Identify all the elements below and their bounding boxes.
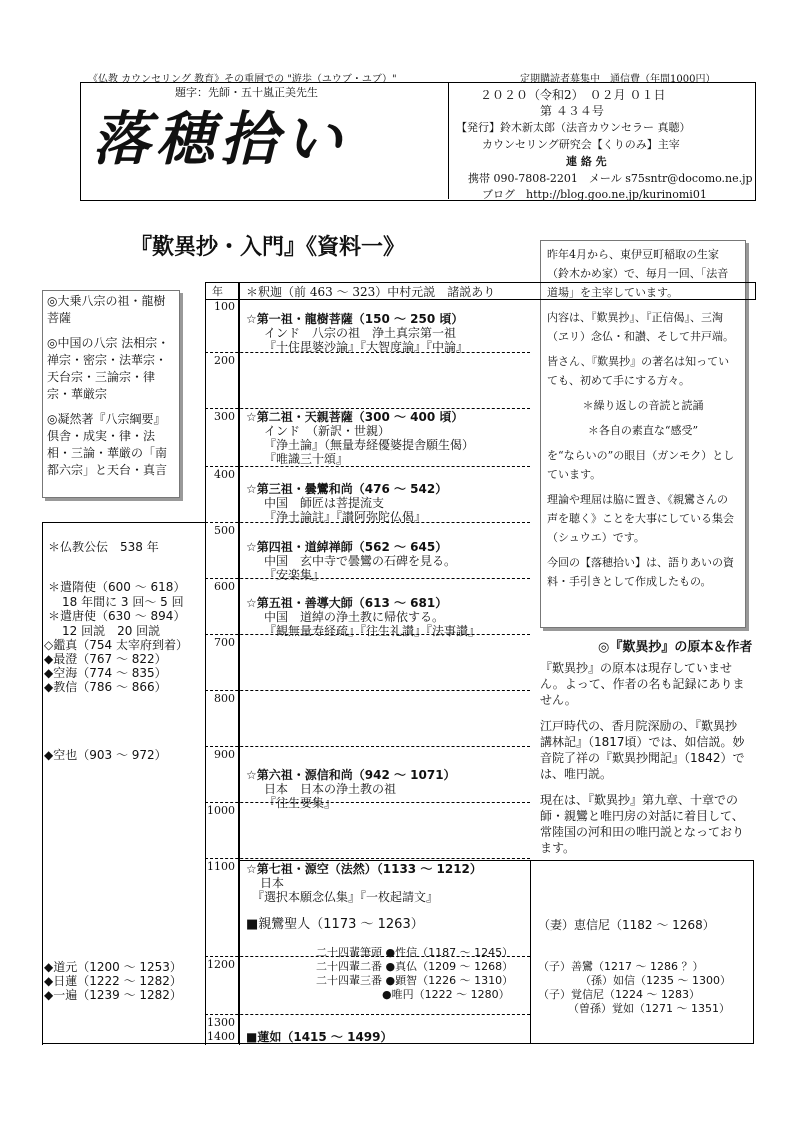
- year-column: [205, 282, 240, 1045]
- disciple-item: ●唯円（1222 ～ 1280）: [382, 988, 510, 1001]
- century-rule: [205, 408, 530, 409]
- patriarch-line: 『観無量寿経疏』『往生礼讃』『法事讃』: [264, 624, 481, 638]
- patriarch-1: [246, 312, 468, 354]
- year-label: 1000: [207, 804, 235, 817]
- year-label: 500: [214, 524, 235, 537]
- disciple-item: 二十四輩二番 ●真仏（1209 ～ 1268）: [316, 960, 514, 973]
- intro-paragraph: 理論や理屈は脇に置き、《親鸞さんの声を聴く》ことを大事にしている集会（シュウエ）です。: [547, 493, 734, 544]
- event-item: ◆一遍（1239 ～ 1282）: [44, 988, 182, 1002]
- organization: カウンセリング研究会【くりのみ】主宰: [482, 138, 680, 151]
- section-body: [540, 660, 748, 866]
- intro-paragraph: 今回の【落穂拾い】は、語りあいの資料・手引きとして作成したもの。: [547, 556, 734, 588]
- event-item: ◆空也（903 ～ 972）: [44, 748, 167, 762]
- patriarch-title: ☆第四祖・道綽禅師（562 ～ 645）: [246, 540, 448, 554]
- event-item: 18 年間に 3 回～ 5 回: [62, 595, 184, 609]
- century-rule: [205, 466, 530, 467]
- patriarch-line: 日本 日本の浄土教の祖: [264, 782, 397, 796]
- shaka-note: ＊釈迦（前 463 ～ 323）中村元説 諸説あり: [246, 285, 496, 299]
- patriarch-title: ☆第六祖・源信和尚（942 ～ 1071）: [246, 768, 456, 782]
- year-label: 200: [214, 354, 235, 367]
- issue-number: 第 ４３４号: [540, 104, 604, 118]
- intro-paragraph: を“ならいの”の眼目（ガンモク）としています。: [547, 449, 735, 481]
- patriarch-line: 『往生要集』: [264, 796, 337, 810]
- subscription-notice: 定期購読者募集中 通信費（年間1000円）: [520, 74, 716, 85]
- year-label: 400: [214, 468, 235, 481]
- patriarch-line: 『浄土論』（無量寿経優婆提舎願生偈）: [264, 438, 475, 452]
- family-item: （妻）恵信尼（1182 ～ 1268）: [538, 918, 715, 932]
- event-item: ◆最澄（767 ～ 822）: [44, 652, 167, 666]
- century-rule: [205, 690, 530, 691]
- contact-phone: 携帯 090-7808-2201 メール s75sntr@docomo.ne.jp: [468, 172, 753, 185]
- blog-url[interactable]: ブログ http://blog.goo.ne.jp/kurinomi01: [482, 188, 707, 201]
- event-item: ◆空海（774 ～ 835）: [44, 666, 167, 680]
- century-rule: [205, 858, 530, 859]
- patriarch-3: [246, 482, 447, 524]
- patriarch-line: インド （新訳・世親）: [264, 424, 391, 438]
- family-column-divider: [530, 860, 531, 1044]
- timeline-bottom: [42, 1043, 754, 1044]
- family-item: （曽孫）覚如（1271 ～ 1351）: [568, 1002, 730, 1015]
- disciple-item: 二十四輩筆頭 ●性信（1187 ～ 1245）: [316, 946, 514, 959]
- patriarch-line: 『選択本願念仏集』『一枚起請文』: [252, 890, 439, 904]
- section-paragraph: 『歎異抄』の原本は現存していません。よって、作者の名も記録にありません。: [540, 661, 745, 707]
- left-box-item: ◎大乗八宗の祖・龍樹菩薩: [47, 294, 166, 325]
- section-paragraph: 現在は、『歎異抄』第九章、十章での師・親鸞と唯円房の対話に着目して、常陸国の河和田の唯円説となっております。: [540, 793, 745, 855]
- patriarch-line: 日本: [260, 876, 285, 890]
- year-label: 700: [214, 636, 235, 649]
- patriarch-7: [246, 862, 482, 904]
- left-box-item: ◎凝然著『八宗綱要』倶舎・成実・律・法相・三論・華厳の「南都六宗」と天台・真言: [47, 412, 168, 477]
- eight-schools-box: [42, 290, 180, 498]
- event-item: ＊遣唐使（630 ～ 894）: [48, 609, 186, 623]
- year-label: 1400: [207, 1030, 235, 1043]
- event-item: ＊仏教公伝 538 年: [48, 540, 159, 554]
- patriarch-title: ☆第一祖・龍樹菩薩（150 ～ 250 頃）: [246, 312, 464, 326]
- patriarch-5: [246, 596, 480, 638]
- family-item: （子）覚信尼（1224 ～ 1283）: [538, 988, 700, 1001]
- shinran-entry: ■親鸞聖人（1173 ～ 1263）: [246, 917, 424, 932]
- event-item: 12 回説 20 回説: [62, 624, 161, 638]
- event-item: ◇鑑真（754 太宰府到着）: [44, 638, 188, 652]
- year-label: 600: [214, 580, 235, 593]
- event-item: ◆教信（786 ～ 866）: [44, 680, 167, 694]
- family-column-border: [753, 860, 754, 1044]
- intro-point: ＊繰り返しの音読と読誦: [582, 399, 704, 412]
- masthead-divider: [448, 82, 449, 199]
- patriarch-6: [246, 768, 456, 810]
- year-column-divider: [238, 282, 239, 1044]
- intro-paragraph: 内容は、『歎異抄』、『正信偈』、三淘（ヱリ）念仏・和讃、そして井戸端。: [547, 311, 734, 343]
- year-label: 1200: [207, 958, 235, 971]
- year-header: 年: [212, 285, 223, 298]
- patriarch-title: ☆第七祖・源空（法然）（1133 ～ 1212）: [246, 862, 482, 876]
- century-rule: [205, 1014, 530, 1015]
- patriarch-line: インド 八宗の祖 浄土真宗第一祖: [264, 326, 457, 340]
- year-label: 300: [214, 410, 235, 423]
- left-box-item: ◎中国の八宗 法相宗・禅宗・密宗・法華宗・天台宗・三論宗・律宗・華厳宗: [47, 336, 170, 401]
- period-divider: [238, 860, 754, 861]
- year-label: 1300: [207, 1016, 235, 1029]
- family-item: （子）善鸞（1217 ～ 1286 ？）: [538, 960, 704, 973]
- header-tagline: 《仏教 カウンセリング 教育》その重層での "遊歩（ユウブ・ユブ）": [88, 74, 397, 85]
- patriarch-4: [246, 540, 456, 582]
- page-title: 『歎異抄・入門』《資料一》: [130, 235, 406, 260]
- section-title: ◎『歎異抄』の原本＆作者: [598, 640, 753, 655]
- contact-label: 連 絡 先: [566, 155, 607, 168]
- year-label: 900: [214, 748, 235, 761]
- patriarch-title: ☆第三祖・曇鸞和尚（476 ～ 542）: [246, 482, 448, 496]
- patriarch-line: 中国 玄中寺で曇鸞の石碑を見る。: [264, 554, 457, 568]
- section-paragraph: 江戸時代の、香月院深励の、『歎異抄講林記』（1817頃）では、如信説。妙音院了祥の『歎異抄聞記』（1842）では、唯円説。: [540, 719, 745, 781]
- patriarch-line: 中国 道綽の浄土教に帰依する。: [264, 610, 445, 624]
- intro-point: ＊各自の素直な“感受”: [587, 424, 699, 437]
- disciple-item: 二十四輩三番 ●顕智（1226 ～ 1310）: [316, 974, 514, 987]
- patriarch-title: ☆第二祖・天親菩薩（300 ～ 400 頃）: [246, 410, 464, 424]
- patriarch-line: 『浄土論註』『讃阿弥陀仏偈』: [264, 510, 427, 524]
- event-item: ◆日蓮（1222 ～ 1282）: [44, 974, 182, 988]
- masthead-title: 落穂拾い: [92, 105, 349, 173]
- intro-paragraph: 皆さん、『歎異抄』の著名は知っていても、初めて手にする方々。: [547, 355, 730, 387]
- publisher: 【発行】鈴木新太郎（法音カウンセラー 真聴）: [456, 121, 691, 134]
- event-item: ＊遣隋使（600 ～ 618）: [48, 580, 186, 594]
- year-label: 100: [214, 300, 235, 313]
- patriarch-line: 中国 師匠は菩提流支: [264, 496, 385, 510]
- patriarch-2: [246, 410, 474, 466]
- calligraphy-credit: 題字：先師・五十嵐正美先生: [175, 86, 318, 99]
- patriarch-line: 『唯識三十頌』: [264, 452, 349, 466]
- patriarch-title: ☆第五祖・善導大師（613 ～ 681）: [246, 596, 448, 610]
- patriarch-line: 『安楽集』: [264, 568, 325, 582]
- issue-date: ２０２０（令和2） ０２月 ０１日: [480, 88, 666, 102]
- year-label: 800: [214, 692, 235, 705]
- intro-paragraph: 昨年4月から、東伊豆町稲取の生家（鈴木かめ家）で、毎月一回、「法音道場」を主宰しています。: [547, 248, 729, 299]
- patriarch-line: 『十住毘婆沙論』『大智度論』『中論』: [264, 340, 469, 354]
- event-item: ◆道元（1200 ～ 1253）: [44, 960, 182, 974]
- year-label: 1100: [207, 860, 235, 873]
- family-item: （孫）如信（1235 ～ 1300）: [580, 974, 731, 987]
- rennyo-entry: ■蓮如（1415 ～ 1499）: [246, 1030, 393, 1044]
- century-rule: [205, 746, 530, 747]
